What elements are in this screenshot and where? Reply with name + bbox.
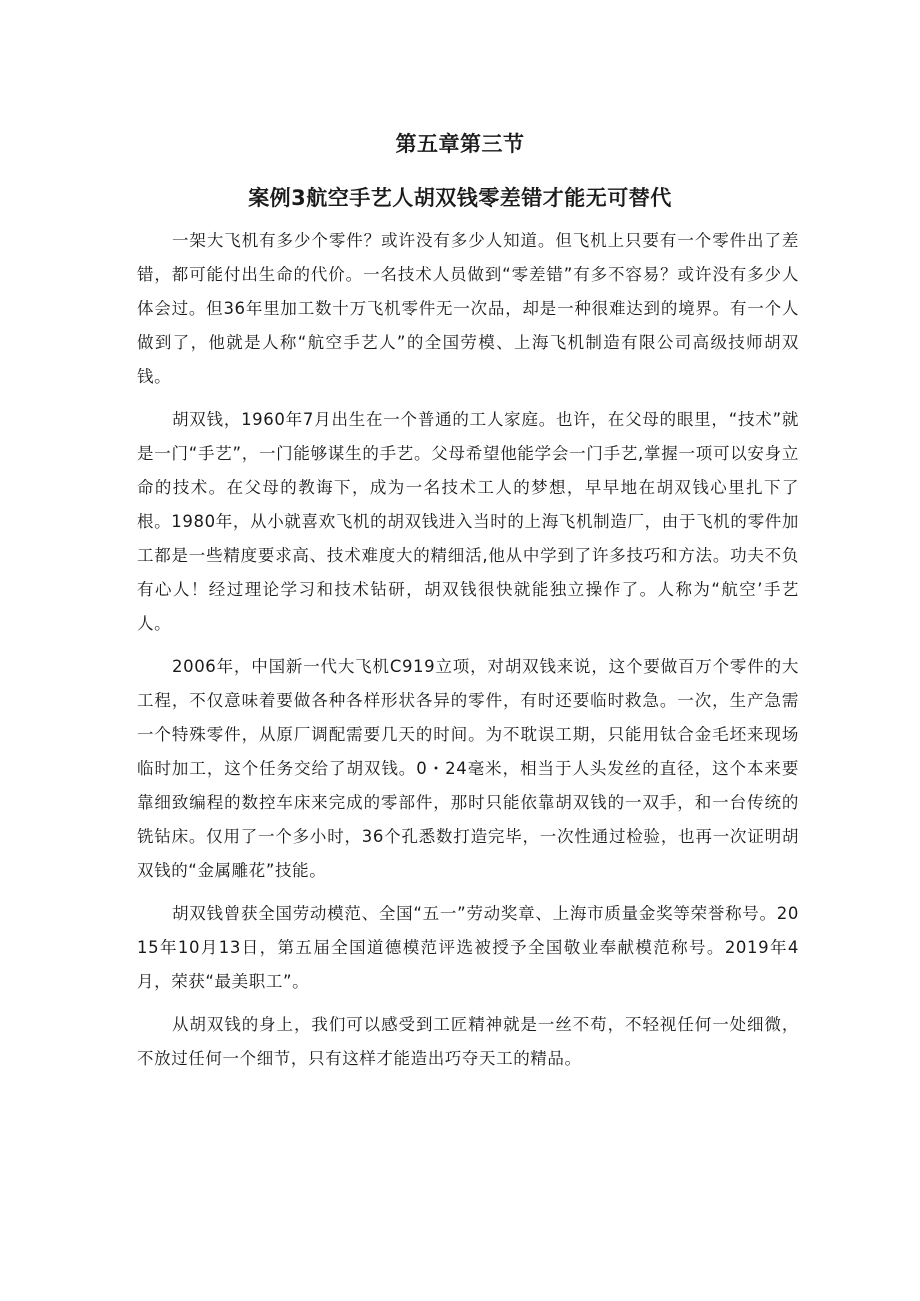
paragraph-honors: 胡双钱曾获全国劳动模范、全国“五一”劳动奖章、上海市质量金奖等荣誉称号。2015年10月13日，第五届全国道德模范评选被授予全国敬业奉献模范称号。2019年4月，荣获“最美职工”。 [137, 904, 799, 991]
article-body [137, 224, 799, 1085]
paragraph-conclusion: 从胡双钱的身上，我们可以感受到工匠精神就是一丝不苟，不轻视任何一处细微，不放过任何一个细节，只有这样才能造出巧夺天工的精品。 [137, 1015, 799, 1068]
paragraph-intro: 一架大飞机有多少个零件？或许没有多少人知道。但飞机上只要有一个零件出了差错，都可能付出生命的代价。一名技术人员做到“零差错”有多不容易？或许没有多少人体会过。但36年里加工数十万飞机零件无一次品，却是一种很难达到的境界。有一个人做到了，他就是人称“航空手艺人”的全国劳模、上海飞机制造有限公司高级技师胡双钱。 [137, 231, 799, 386]
paragraph-background: 胡双钱，1960年7月出生在一个普通的工人家庭。也许，在父母的眼里，“技术”就是一门“手艺”，一门能够谋生的手艺。父母希望他能学会一门手艺,掌握一项可以安身立命的技术。在父母的教诲下，成为一名技术工人的梦想，早早地在胡双钱心里扎下了根。1980年，从小就喜欢飞机的胡双钱进入当时的上海飞机制造厂，由于飞机的零件加工都是一些精度要求高、技术难度大的精细活,他从中学到了许多技巧和方法。功夫不负有心人！经过理论学习和技术钻研，胡双钱很快就能独立操作了。人称为“航空’手艺人。 [137, 410, 799, 633]
case-title: 案例3航空手艺人胡双钱零差错才能无可替代 [248, 186, 672, 210]
paragraph-c919: 2006年，中国新一代大飞机C919立项，对胡双钱来说，这个要做百万个零件的大工程，不仅意味着要做各种各样形状各异的零件，有时还要临时救急。一次，生产急需一个特殊零件，从原厂调配需要几天的时间。为不耽误工期，只能用钛合金毛坯来现场临时加工，这个任务交给了胡双钱。0・24毫米，相当于人头发丝的直径，这个本来要靠细致编程的数控车床来完成的零部件，那时只能依靠胡双钱的一双手，和一台传统的铣钻床。仅用了一个多小时，36个孔悉数打造完毕，一次性通过检验，也再一次证明胡双钱的“金属雕花”技能。 [137, 657, 799, 880]
chapter-title: 第五章第三节 [395, 132, 525, 156]
